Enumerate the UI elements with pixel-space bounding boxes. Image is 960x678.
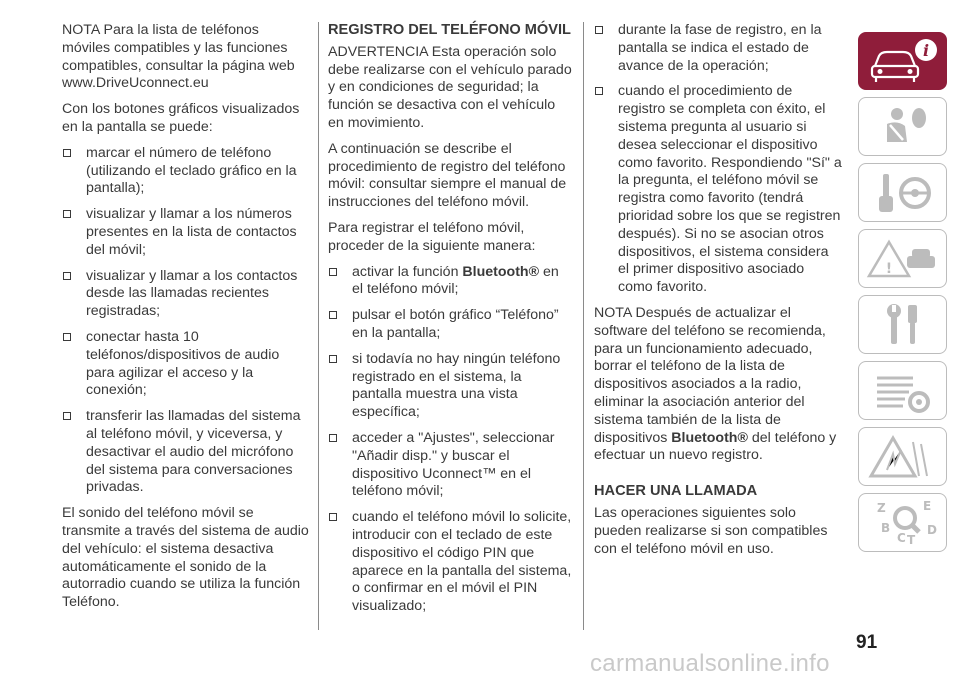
call-paragraph: Las operaciones siguientes solo pueden realizarse si son compatibles con el teléfono móvil en uso. (594, 504, 828, 557)
checkbox-bullet-icon (63, 333, 71, 341)
list-item: pulsar el botón gráfico “Teléfono” en la pantalla; (328, 307, 573, 343)
svg-text:!: ! (885, 260, 892, 277)
note-compatible-phones: NOTA Para la lista de teléfonos móviles compatibles y las funciones compatibles, consultar la página web www.DriveUconnect.eu (62, 22, 295, 92)
alphabet-index-icon (863, 498, 943, 548)
list-item: visualizar y llamar a los números presentes en la lista de contactos del móvil; (62, 206, 309, 259)
checkbox-bullet-icon (63, 149, 71, 157)
checkbox-bullet-icon (329, 311, 337, 319)
tab-maintenance[interactable] (858, 295, 947, 354)
register-steps-list-continued (594, 22, 842, 297)
procedure-paragraph: A continuación se describe el procedimiento de registro del teléfono móvil: consultar siempre el manual de instrucciones del teléfono móvil. (328, 140, 567, 211)
column-2 (328, 22, 573, 624)
page-number: 91 (856, 632, 878, 653)
index-letter: C (896, 530, 906, 545)
car-info-icon (863, 36, 943, 86)
list-item: cuando el teléfono móvil lo solicite, introducir con el teclado de este dispositivo el código PIN que aparece en la pantalla del sistema, o confirmar en el móvil el PIN visualizado; (328, 509, 573, 616)
tab-index-warnings[interactable] (858, 427, 947, 486)
document-gear-icon (863, 366, 943, 416)
tab-emergency[interactable] (858, 229, 947, 288)
svg-text:i: i (922, 41, 929, 60)
index-letter: B (880, 520, 890, 535)
tab-alphabetical-index[interactable] (858, 493, 947, 552)
warning-paragraph: ADVERTENCIA Esta operación solo debe realizarse con el vehículo parado y en condiciones de seguridad; la función se desactiva con el vehículo en movimiento. (328, 43, 572, 131)
seatbelt-airbag-icon (863, 102, 943, 152)
list-item: durante la fase de registro, en la pantalla se indica el estado de avance de la operación; (594, 22, 842, 75)
checkbox-bullet-icon (63, 210, 71, 218)
checkbox-bullet-icon (595, 87, 603, 95)
index-letter: E (922, 498, 931, 513)
index-letter: D (926, 522, 937, 537)
checkbox-bullet-icon (63, 412, 71, 420)
register-steps-list (328, 264, 573, 616)
checkbox-bullet-icon (329, 268, 337, 276)
tab-technical-data[interactable] (858, 361, 947, 420)
checkbox-bullet-icon (63, 272, 71, 280)
key-steering-wheel-icon (863, 168, 943, 218)
watermark: carmanualsonline.info (590, 650, 830, 677)
intro-buttons: Con los botones gráficos visualizados en la pantalla se puede: (62, 101, 300, 135)
list-item: conectar hasta 10 teléfonos/dispositivos de audio para agilizar el acceso y la conexión; (62, 329, 309, 400)
chapter-tabs (858, 32, 947, 559)
list-item: cuando el procedimiento de registro se completa con éxito, el sistema pregunta al usuario si desea seleccionar el dispositivo como favorito. Respondiendo "Sí" a la pregunta, el teléfono móvil se registra como favorito (tendrá prioridad sobre los que se registren después). Si no se asocian otros dispositivos, el sistema considera el primer dispositivo asociado como favorito. (594, 83, 842, 297)
checkbox-bullet-icon (329, 434, 337, 442)
section-heading-call: HACER UNA LLAMADA (594, 483, 758, 500)
column-1 (62, 22, 309, 620)
list-item: visualizar y llamar a los contactos desde las llamadas recientes registradas; (62, 268, 309, 321)
checkbox-bullet-icon (329, 513, 337, 521)
list-item: activar la función Bluetooth® en el teléfono móvil; (328, 264, 573, 300)
checkbox-bullet-icon (595, 26, 603, 34)
index-letter: T (906, 532, 915, 547)
tab-car-info[interactable] (858, 32, 947, 90)
note-software-update: NOTA Después de actualizar el software del teléfono se recomienda, para un funcionamiento adecuado, borrar el teléfono de la lista de dispositivos asociados a la radio, eliminar la asociación anterior del sistema también de la lista de dispositivos Bluetooth® del teléfono y efectuar un nuevo registro. (594, 304, 837, 464)
list-item: si todavía no hay ningún teléfono registrado en el sistema, la pantalla muestra una vista específica; (328, 351, 573, 422)
functions-list (62, 145, 309, 497)
warning-triangle-car-icon (863, 234, 943, 284)
list-item: acceder a "Ajustes", seleccionar "Añadir disp." y buscar el dispositivo Uconnect™ en el teléfono móvil; (328, 430, 573, 501)
column-3 (594, 22, 842, 566)
index-letter: Z (876, 500, 886, 515)
column-divider (583, 22, 584, 630)
column-divider (318, 22, 319, 630)
tab-safety[interactable] (858, 97, 947, 156)
list-item: transferir las llamadas del sistema al teléfono móvil, y viceversa, y desactivar el audio del micrófono del sistema para conversaciones privadas. (62, 408, 309, 497)
section-heading-register: REGISTRO DEL TELÉFONO MÓVIL (328, 22, 571, 38)
audio-paragraph: El sonido del teléfono móvil se transmite a través del sistema de audio del vehículo: el sistema desactiva automáticamente el sonido de la autorradio cuando se utiliza la función Teléfono. (62, 505, 309, 611)
checkbox-bullet-icon (329, 355, 337, 363)
warning-lights-icon (863, 432, 943, 482)
tab-starting-driving[interactable] (858, 163, 947, 222)
steps-intro: Para registrar el teléfono móvil, proceder de la siguiente manera: (328, 219, 536, 254)
wrench-screwdriver-icon (863, 300, 943, 350)
list-item: marcar el número de teléfono (utilizando el teclado gráfico en la pantalla); (62, 145, 309, 198)
